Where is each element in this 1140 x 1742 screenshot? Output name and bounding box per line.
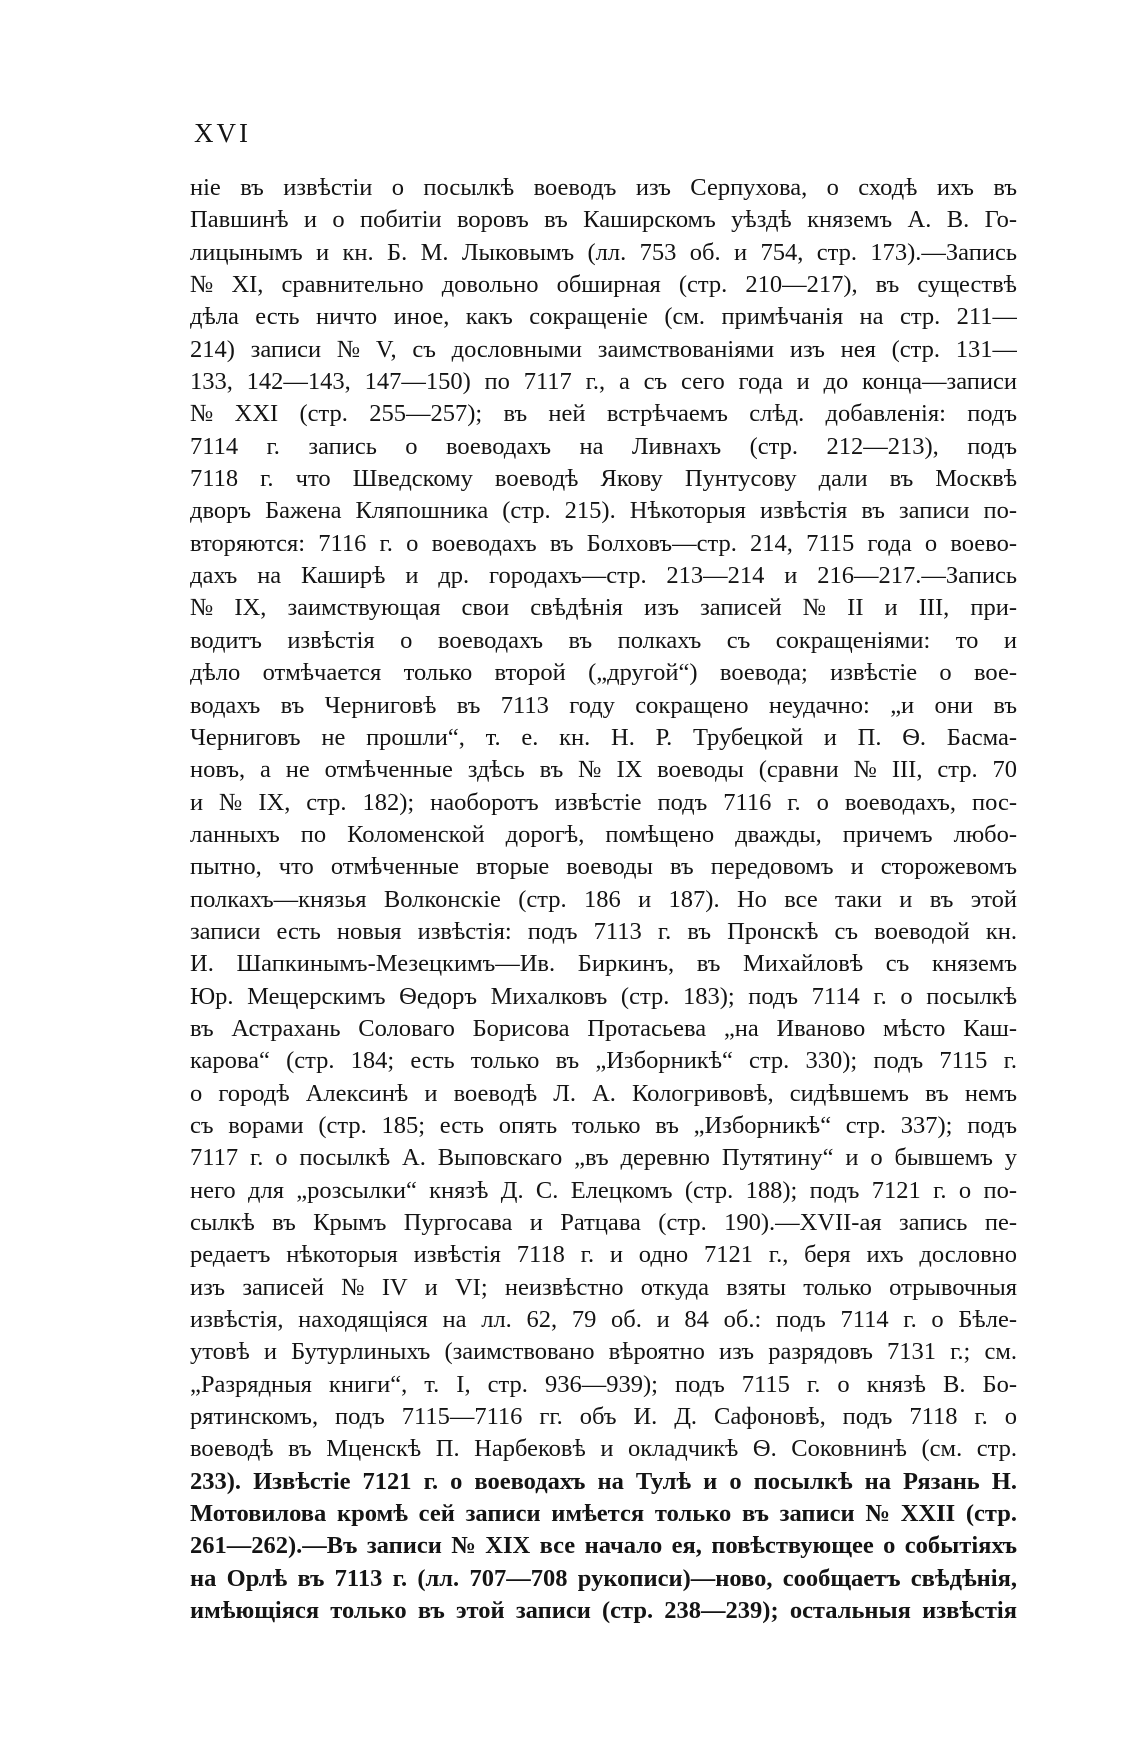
text-line: 214) записи № V, съ дословными заимствованіями изъ нея (стр. 131— xyxy=(190,335,1017,363)
text-line: извѣстія, находящіяся на лл. 62, 79 об. и 84 об.: подъ 7114 г. о Бѣле- xyxy=(190,1306,1017,1334)
text-line: лицынымъ и кн. Б. М. Лыковымъ (лл. 753 об. и 754, стр. 173).—Запись xyxy=(190,238,1017,266)
text-line: карова“ (стр. 184; есть только въ „Изборникѣ“ стр. 330); подъ 7115 г. xyxy=(190,1047,1017,1075)
text-line: 7118 г. что Шведскому воеводѣ Якову Пунтусову дали въ Москвѣ xyxy=(190,465,1017,493)
text-line: записи есть новыя извѣстія: подъ 7113 г. въ Пронскѣ съ воеводой кн. xyxy=(190,917,1017,945)
text-line: Юр. Мещерскимъ Ѳедоръ Михалковъ (стр. 183); подъ 7114 г. о посылкѣ xyxy=(190,982,1017,1010)
text-line: дѣло отмѣчается только второй („другой“) воевода; извѣстіе о вое- xyxy=(190,659,1017,687)
body-text xyxy=(190,172,1017,1627)
text-line: Мотовилова кромѣ сей записи имѣется только въ записи № XXII (стр. xyxy=(190,1500,1017,1528)
text-line: вторяются: 7116 г. о воеводахъ въ Болховъ—стр. 214, 7115 года о воево- xyxy=(190,529,1017,557)
text-line: рятинскомъ, подъ 7115—7116 гг. объ И. Д. Сафоновѣ, подъ 7118 г. о xyxy=(190,1403,1017,1431)
text-line: Павшинѣ и о побитіи воровъ въ Каширскомъ уѣздѣ княземъ А. В. Го- xyxy=(190,206,1017,234)
text-line: 133, 142—143, 147—150) по 7117 г., а съ сего года и до конца—записи xyxy=(190,368,1017,396)
text-line: изъ записей № IV и VI; неизвѣстно откуда взяты только отрывочныя xyxy=(190,1273,1017,1301)
text-line: дахъ на Каширѣ и др. городахъ—стр. 213—214 и 216—217.—Запись xyxy=(190,562,1017,590)
text-line: ланныхъ по Коломенской дорогѣ, помѣщено дважды, причемъ любо- xyxy=(190,820,1017,848)
text-line: ніе въ извѣстіи о посылкѣ воеводъ изъ Серпухова, о сходѣ ихъ въ xyxy=(190,174,1017,201)
page-number: XVI xyxy=(194,118,251,148)
text-line: съ ворами (стр. 185; есть опять только въ „Изборникѣ“ стр. 337); подъ xyxy=(190,1111,1017,1139)
text-line: водахъ въ Черниговѣ въ 7113 году сокращено неудачно: „и они въ xyxy=(190,691,1017,719)
text-line: водитъ извѣстія о воеводахъ въ полкахъ съ сокращеніями: то и xyxy=(190,626,1017,654)
text-line: № XI, сравнительно довольно обширная (стр. 210—217), въ существѣ xyxy=(190,271,1017,299)
text-line: о городѣ Алексинѣ и воеводѣ Л. А. Кологривовѣ, сидѣвшемъ въ немъ xyxy=(190,1079,1017,1107)
text-line: и № IX, стр. 182); наоборотъ извѣстіе подъ 7116 г. о воеводахъ, пос- xyxy=(190,788,1017,816)
text-line: 233). Извѣстіе 7121 г. о воеводахъ на Тулѣ и о посылкѣ на Рязань Н. xyxy=(190,1467,1017,1495)
text-line: дѣла есть ничто иное, какъ сокращеніе (см. примѣчанія на стр. 211— xyxy=(190,303,1017,331)
text-line: въ Астрахань Соловаго Борисова Протасьева „на Иваново мѣсто Каш- xyxy=(190,1014,1017,1042)
text-line: на Орлѣ въ 7113 г. (лл. 707—708 рукописи)—ново, сообщаетъ свѣдѣнія, xyxy=(190,1564,1017,1592)
text-line: дворъ Бажена Кляпошника (стр. 215). Нѣкоторыя извѣстія въ записи по- xyxy=(190,497,1017,525)
text-line: 261—262).—Въ записи № XIX все начало ея, повѣствующее о событіяхъ xyxy=(190,1532,1017,1560)
text-line: пытно, что отмѣченные вторые воеводы въ передовомъ и сторожевомъ xyxy=(190,853,1017,881)
text-line: сылкѣ въ Крымъ Пургосава и Ратцава (стр. 190).—XVII-ая запись пе- xyxy=(190,1209,1017,1236)
text-line: № IX, заимствующая свои свѣдѣнія изъ записей № II и III, при- xyxy=(190,594,1017,622)
text-line: редаетъ нѣкоторыя извѣстія 7118 г. и одно 7121 г., беря ихъ дословно xyxy=(190,1241,1017,1269)
text-line: „Разрядныя книги“, т. I, стр. 936—939); подъ 7115 г. о князѣ В. Бо- xyxy=(190,1370,1017,1398)
text-line: воеводѣ въ Мценскѣ П. Нарбековѣ и окладчикѣ Ѳ. Соковнинѣ (см. стр. xyxy=(190,1435,1017,1463)
text-line: 7117 г. о посылкѣ А. Выповскаго „въ деревню Путятину“ и о бывшемъ у xyxy=(190,1144,1017,1172)
text-line: полкахъ—князья Волконскіе (стр. 186 и 187). Но все таки и въ этой xyxy=(190,885,1017,913)
text-line: новъ, а не отмѣченные здѣсь въ № IX воеводы (сравни № III, стр. 70 xyxy=(190,756,1017,784)
text-line: 7114 г. запись о воеводахъ на Ливнахъ (стр. 212—213), подъ xyxy=(190,432,1017,460)
text-line: него для „розсылки“ князѣ Д. С. Елецкомъ (стр. 188); подъ 7121 г. о по- xyxy=(190,1176,1017,1204)
text-line: Черниговъ не прошли“, т. е. кн. Н. Р. Трубецкой и П. Ѳ. Басма- xyxy=(190,723,1017,751)
text-line: И. Шапкинымъ-Мезецкимъ—Ив. Биркинъ, въ Михайловѣ съ княземъ xyxy=(190,950,1017,978)
text-line: № XXI (стр. 255—257); въ ней встрѣчаемъ слѣд. добавленія: подъ xyxy=(190,400,1017,428)
text-line: имѣющіяся только въ этой записи (стр. 238—239); остальныя извѣстія xyxy=(190,1597,1017,1625)
text-line: утовѣ и Бутурлиныхъ (заимствовано вѣроятно изъ разрядовъ 7131 г.; см. xyxy=(190,1338,1017,1366)
